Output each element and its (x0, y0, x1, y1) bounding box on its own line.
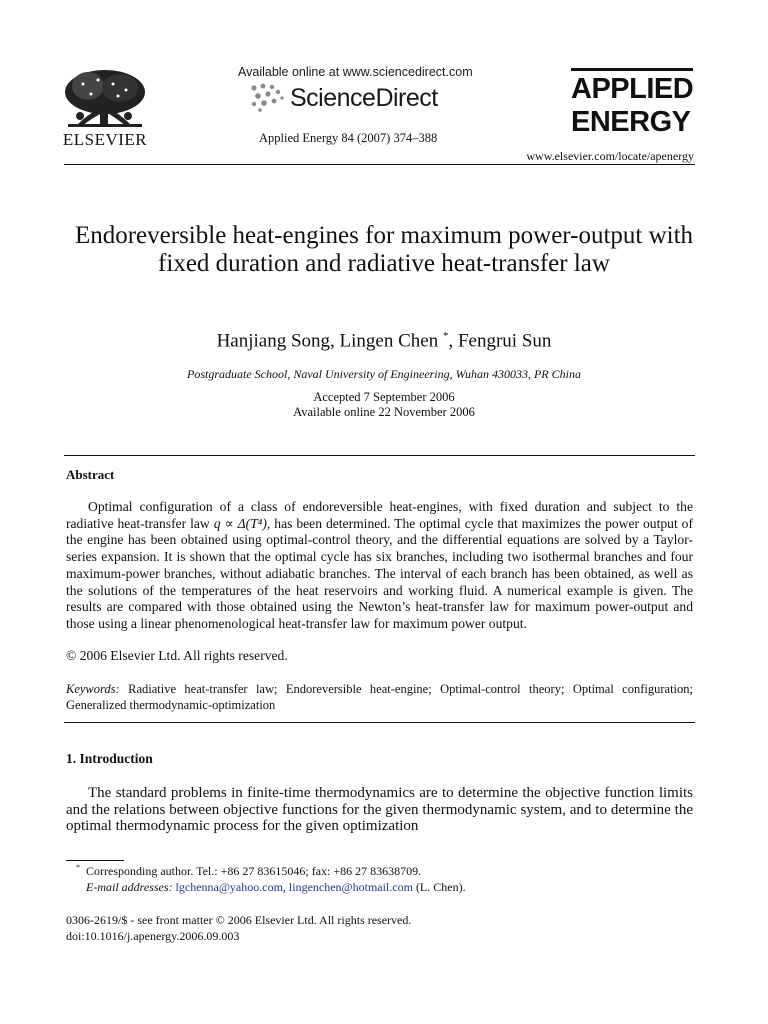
sciencedirect-wordmark: ScienceDirect (290, 84, 438, 112)
keywords (66, 682, 693, 713)
header-divider (64, 164, 695, 165)
journal-name-line1: APPLIED (571, 73, 694, 105)
publisher-name: ELSEVIER (62, 130, 148, 149)
article-dates (60, 390, 708, 420)
email-link-1[interactable]: lgchenna@yahoo.com (175, 880, 283, 894)
abstract-text-part2: , has been determined. The optimal cycle that maximizes the power output of the engine has been obtained using optimal-control theory, and the differential equations are solved by a Taylor-series expansion. It is shown that the optimal cycle has six branches, including two isothermal branches and four maximum-power branches, without adiabatic branches. The interval of each branch has been obtained, as well as the solutions of the temperatures of the heat reservoirs and working fluid. A numerical example is given. The results are compared with those obtained using the Newton’s heat-transfer law for maximum power-output and those using a linear phenomenological heat-transfer law for maximum power output. (66, 515, 693, 631)
article-title: Endoreversible heat-engines for maximum power-output with fixed duration and radiative heat-transfer law (74, 222, 694, 277)
email-label: E-mail addresses: (86, 880, 173, 894)
abstract-heading: Abstract (66, 467, 115, 482)
authors-first: Hanjiang Song, Lingen Chen (216, 330, 443, 352)
journal-url-link[interactable]: www.elsevier.com/locate/apenergy (526, 149, 694, 163)
email-link-2[interactable]: lingenchen@hotmail.com (288, 880, 413, 894)
footnote-mark: * (76, 863, 80, 872)
issn-front-matter: 0306-2619/$ - see front matter © 2006 Elsevier Ltd. All rights reserved. (66, 913, 412, 927)
affiliation: Postgraduate School, Naval University of Engineering, Wuhan 430033, PR China (187, 367, 581, 381)
abstract-body (66, 499, 693, 633)
accepted-date: Accepted 7 September 2006 (313, 390, 455, 404)
abstract-formula: q ∝ Δ(T⁴) (213, 515, 267, 531)
authors-last: , Fengrui Sun (448, 330, 552, 352)
footnote-rule (66, 860, 124, 861)
abstract-bottom-rule (64, 722, 695, 723)
introduction-paragraph: The standard problems in finite-time thermodynamics are to determine the objective function limits and the relations between objective functions for the given thermodynamic system, and to determine the optimal thermodynamic process for the given optimization (66, 785, 693, 835)
available-online-text: Available online at www.sciencedirect.com (238, 65, 473, 79)
footnote-emails (86, 880, 466, 895)
keywords-list: Radiative heat-transfer law; Endoreversible heat-engine; Optimal-control theory; Optimal configuration; Generalized thermodynamic-optimization (66, 682, 693, 712)
keywords-label: Keywords: (66, 682, 120, 696)
sciencedirect-dots-logo-icon (250, 82, 286, 112)
corresponding-author-info: Corresponding author. Tel.: +86 27 83615046; fax: +86 27 83638709. (86, 864, 422, 878)
author-list (60, 330, 708, 352)
journal-reference: Applied Energy 84 (2007) 374–388 (259, 131, 438, 145)
email-owner: (L. Chen). (412, 880, 466, 894)
section-heading-introduction: 1. Introduction (66, 751, 153, 766)
available-online-date: Available online 22 November 2006 (293, 405, 475, 419)
introduction-body (66, 785, 693, 835)
abstract-top-rule (64, 455, 695, 456)
abstract-copyright: © 2006 Elsevier Ltd. All rights reserved. (66, 648, 288, 663)
footnote-corresponding (76, 863, 421, 879)
abstract-text-part1: Optimal configuration of a class of endoreversible heat-engines, with fixed duration and subject to the radiative heat-transfer law (66, 499, 693, 531)
journal-name-rule (571, 68, 693, 71)
doi-link[interactable]: doi:10.1016/j.apenergy.2006.09.003 (66, 929, 240, 943)
email-separator: , (282, 880, 289, 894)
corresponding-author-mark[interactable]: * (442, 330, 449, 342)
journal-name-line2: ENERGY (571, 106, 691, 138)
